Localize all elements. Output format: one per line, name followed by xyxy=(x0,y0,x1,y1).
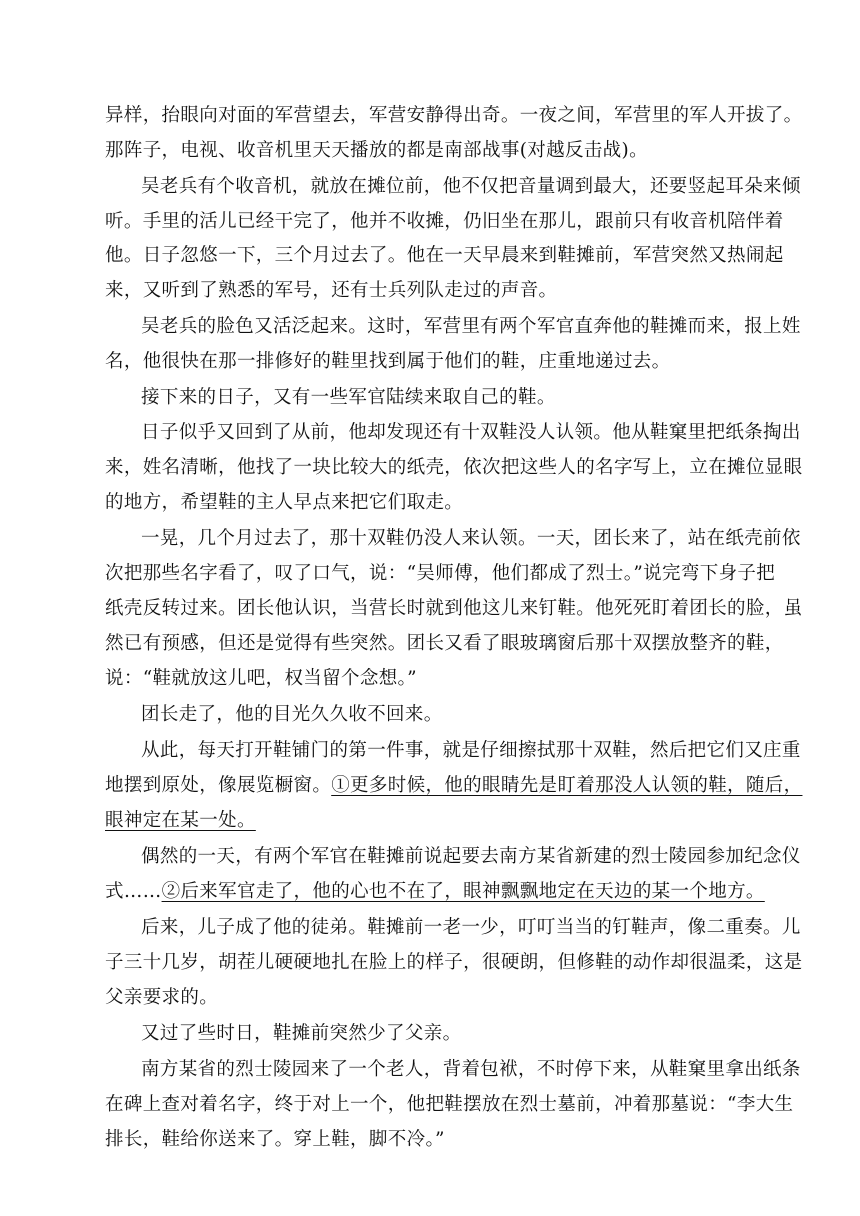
paragraph-first-line xyxy=(141,916,801,940)
text-segment: 听。手里的活儿已经干完了，他并不收摊，仍旧坐在那儿，跟前只有收音机陪伴着 xyxy=(105,211,784,232)
text-line xyxy=(105,597,802,621)
text-line xyxy=(105,880,765,904)
text-segment: 地摆到原处，像展览橱窗。 xyxy=(105,775,332,796)
text-segment: 日子似乎又回到了从前，他却发现还有十双鞋没人认领。他从鞋窠里把纸条掏出 xyxy=(141,422,801,443)
paragraph-first-line xyxy=(141,739,801,763)
text-segment: 团长走了，他的目光久久收不回来。 xyxy=(141,704,443,725)
paragraph-first-line xyxy=(141,1022,461,1046)
text-segment: 说：“鞋就放这儿吧，权当留个念想。” xyxy=(105,668,417,689)
text-line xyxy=(105,1128,445,1152)
text-segment: 排长，鞋给你送来了。穿上鞋，脚不冷。” xyxy=(105,1129,445,1150)
text-segment: 从此，每天打开鞋铺门的第一件事，就是仔细擦拭那十双鞋，然后把它们又庄重 xyxy=(141,740,801,761)
text-line xyxy=(105,104,802,128)
underlined-sentence-1-continued: 眼神定在某一处。 xyxy=(105,810,256,831)
paragraph-first-line xyxy=(141,175,801,199)
text-line xyxy=(105,774,802,798)
text-segment: 的地方，希望鞋的主人早点来把它们取走。 xyxy=(105,492,464,513)
text-line xyxy=(105,139,648,163)
text-segment: 子三十几岁，胡茬儿硬硬地扎在脸上的样子，很硬朗，但修鞋的动作却很温柔，这是 xyxy=(105,952,803,973)
text-segment: 来，姓名清晰，他找了一块比较大的纸壳，依次把这些人的名字写上，立在摊位显眼 xyxy=(105,457,803,478)
text-segment: 他。日子忽悠一下，三个月过去了。他在一天早晨来到鞋摊前，军营突然又热闹起 xyxy=(105,245,784,266)
text-line xyxy=(105,210,784,234)
underlined-sentence-1: ①更多时候，他的眼睛先是盯着那没人认领的鞋，随后， xyxy=(331,775,803,796)
text-segment: 式…… xyxy=(105,881,162,902)
paragraph-first-line xyxy=(141,421,801,445)
text-line xyxy=(105,456,802,480)
text-segment: 后来，儿子成了他的徒弟。鞋摊前一老一少，叮叮当当的钉鞋声，像二重奏。儿 xyxy=(141,917,801,938)
text-segment: 接下来的日子，又有一些军官陆续来取自己的鞋。 xyxy=(141,387,556,408)
text-segment: 那阵子，电视、收音机里天天播放的都是南部战事(对越反击战)。 xyxy=(105,140,648,161)
text-line xyxy=(105,562,775,586)
text-line xyxy=(105,1093,793,1117)
text-line xyxy=(105,667,417,691)
text-segment: 父亲要求的。 xyxy=(105,987,219,1008)
underlined-sentence-2: ②后来军官走了，他的心也不在了，眼神飘飘地定在天边的某一个地方。 xyxy=(161,881,765,902)
text-segment: 南方某省的烈士陵园来了一个老人，背着包袱，不时停下来，从鞋窠里拿出纸条 xyxy=(141,1059,801,1080)
text-line xyxy=(105,350,671,374)
text-line xyxy=(105,986,218,1010)
text-line xyxy=(105,244,784,268)
text-segment: 异样，抬眼向对面的军营望去，军营安静得出奇。一夜之间，军营里的军人开拔了。 xyxy=(105,105,803,126)
text-segment: 一晃，几个月过去了，那十双鞋仍没人来认领。一天，团长来了，站在纸壳前依 xyxy=(141,528,801,549)
text-line xyxy=(105,279,557,303)
paragraph-first-line xyxy=(141,1058,801,1082)
paragraph-first-line xyxy=(141,845,801,869)
text-line xyxy=(105,951,802,975)
paragraph-first-line xyxy=(141,386,556,410)
text-line xyxy=(105,491,463,515)
text-line xyxy=(105,632,784,656)
text-segment: 来，又听到了熟悉的军号，还有士兵列队走过的声音。 xyxy=(105,280,558,301)
text-segment: 吴老兵的脸色又活泛起来。这时，军营里有两个军官直奔他的鞋摊而来，报上姓 xyxy=(141,316,801,337)
paragraph-first-line xyxy=(141,527,801,551)
text-segment: 名，他很快在那一排修好的鞋里找到属于他们的鞋，庄重地递过去。 xyxy=(105,351,671,372)
text-segment: 在碑上查对着名字，终于对上一个，他把鞋摆放在烈士墓前，冲着那墓说：“李大生 xyxy=(105,1094,794,1115)
text-segment: 偶然的一天，有两个军官在鞋摊前说起要去南方某省新建的烈士陵园参加纪念仪 xyxy=(141,846,801,867)
paragraph-first-line xyxy=(141,703,443,727)
text-segment: 纸壳反转过来。团长他认识，当营长时就到他这儿来钉鞋。他死死盯着团长的脸，虽 xyxy=(105,598,803,619)
text-line xyxy=(105,809,256,833)
text-segment: 又过了些时日，鞋摊前突然少了父亲。 xyxy=(141,1023,462,1044)
text-segment: 然已有预感，但还是觉得有些突然。团长又看了眼玻璃窗后那十双摆放整齐的鞋， xyxy=(105,633,784,654)
text-segment: 次把那些名字看了，叹了口气，说：“吴师傅，他们都成了烈士。”说完弯下身子把 xyxy=(105,563,776,584)
text-segment: 吴老兵有个收音机，就放在摊位前，他不仅把音量调到最大，还要竖起耳朵来倾 xyxy=(141,176,801,197)
paragraph-first-line xyxy=(141,315,801,339)
